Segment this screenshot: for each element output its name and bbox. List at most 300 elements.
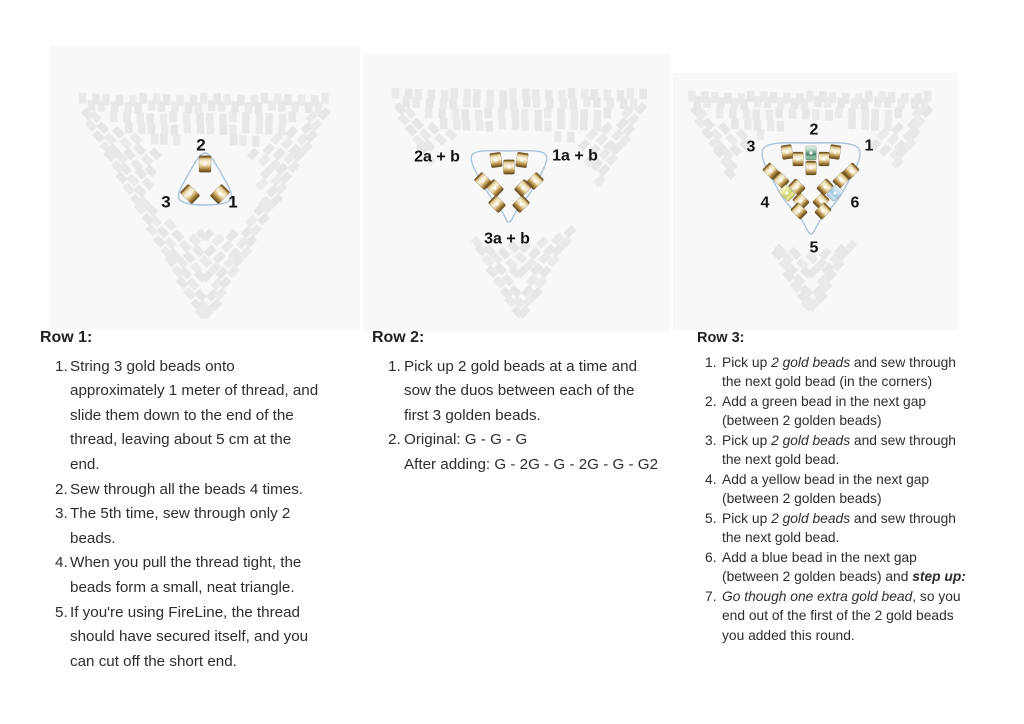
ghost-bead <box>190 95 198 106</box>
diagram-row3-triangle <box>673 73 958 332</box>
text-segment: 2 gold beads <box>771 510 851 526</box>
ghost-bead <box>570 99 578 110</box>
ghost-bead <box>626 88 634 99</box>
bead-label: 1a + b <box>552 147 598 165</box>
ghost-bead <box>924 91 932 102</box>
ghost-bead <box>311 95 319 106</box>
ghost-bead <box>581 88 589 99</box>
text-segment: should have secured itself, and you <box>70 628 309 646</box>
ghost-bead <box>743 109 751 120</box>
ghost-bead <box>484 107 492 118</box>
ghost-bead <box>891 122 904 135</box>
ghost-bead <box>221 240 234 253</box>
ghost-bead <box>192 244 205 257</box>
diagram-row1-triangle-start <box>50 45 360 330</box>
ghost-bead <box>428 90 436 101</box>
ghost-bead <box>173 135 181 146</box>
text-segment: the next gold bead. <box>722 530 840 545</box>
text-segment: Sew through all the beads 4 times. <box>70 480 304 498</box>
text-segment: Original: G - G - G <box>404 431 528 449</box>
ghost-bead <box>138 123 146 134</box>
bead-cluster <box>474 152 544 213</box>
ghost-bead <box>223 94 231 105</box>
ghost-bead <box>865 91 873 102</box>
ghost-bead <box>169 111 177 122</box>
ghost-bead <box>146 113 154 124</box>
text-segment: slide them down to the end of the <box>70 406 294 424</box>
ghost-bead <box>450 88 458 99</box>
ghost-bead <box>895 107 903 118</box>
ghost-bead <box>204 244 217 257</box>
gold-bead <box>781 144 793 159</box>
ghost-bead <box>321 93 329 104</box>
ghost-bead <box>251 95 258 106</box>
ghost-bead <box>862 109 870 120</box>
ghost-bead <box>252 136 260 147</box>
ghost-bead <box>445 128 458 141</box>
ghost-bead <box>770 92 778 103</box>
ghost-bead <box>534 110 542 121</box>
ghost-bead <box>777 121 785 132</box>
ghost-bead <box>744 119 752 130</box>
ghost-bead <box>511 109 519 120</box>
gold-bead <box>793 152 804 166</box>
ghost-bead <box>855 93 863 104</box>
ghost-bead <box>554 131 562 142</box>
ghost-bead <box>486 90 494 101</box>
instructions-row3 <box>697 329 1009 645</box>
ghost-bead <box>226 229 239 242</box>
ghost-bead <box>219 114 227 125</box>
ghost-beads <box>79 93 331 320</box>
gold-bead <box>490 152 503 168</box>
ghost-bead <box>568 88 576 99</box>
text-segment: 2 gold beads <box>771 354 851 370</box>
text-segment: and sew through <box>850 354 956 370</box>
ghost-bead <box>600 122 613 135</box>
ghost-bead <box>871 109 879 120</box>
gold-bead <box>180 184 200 204</box>
ghost-bead <box>766 110 774 121</box>
section-heading-row1: Row 1: <box>40 329 93 346</box>
ghost-bead <box>142 177 155 190</box>
bead-label: 1 <box>228 192 238 212</box>
ghost-bead <box>775 107 783 118</box>
ghost-bead <box>160 134 168 145</box>
text-segment: (between 2 golden beads) <box>722 413 882 428</box>
ghost-bead <box>829 92 837 103</box>
bead-hole-dot <box>796 157 799 160</box>
gold-bead <box>504 160 515 175</box>
text-segment: The 5th time, sew through only 2 <box>70 505 291 523</box>
text-segment: end. <box>70 455 100 473</box>
ghost-bead <box>476 120 484 131</box>
ghost-bead <box>110 111 118 122</box>
ghost-bead <box>405 88 413 99</box>
instruction-item <box>40 478 364 503</box>
text-segment: Add a green bead in the next gap <box>722 393 927 409</box>
ghost-bead <box>298 95 306 106</box>
gold-bead <box>199 156 211 173</box>
ghost-bead <box>878 91 886 102</box>
ghost-bead <box>261 93 269 104</box>
ghost-bead <box>229 125 237 136</box>
ghost-bead <box>878 144 891 157</box>
instruction-item <box>372 355 674 429</box>
bead-cluster <box>762 144 859 219</box>
ghost-bead <box>255 177 268 190</box>
instruction-item <box>40 551 364 600</box>
text-segment: When you pull the thread tight, the <box>70 554 302 572</box>
text-segment: thread, leaving about 5 cm at the <box>70 431 292 449</box>
text-segment: you added this round. <box>722 627 855 643</box>
text-segment: beads. <box>70 529 116 547</box>
instruction-list-row2 <box>372 355 674 478</box>
ghost-bead <box>521 120 529 131</box>
instruction-item <box>40 601 364 675</box>
ghost-bead <box>825 110 833 121</box>
ghost-bead <box>835 107 843 118</box>
ghost-bead <box>237 95 245 106</box>
ghost-bead <box>510 99 518 110</box>
ghost-bead <box>731 118 739 129</box>
ghost-bead <box>285 126 298 139</box>
ghost-bead <box>255 123 263 134</box>
ghost-bead <box>133 143 146 156</box>
ghost-bead <box>558 90 566 101</box>
ghost-bead <box>509 88 517 99</box>
ghost-bead <box>123 112 131 123</box>
ghost-bead <box>139 93 147 104</box>
bead-label: 3 <box>161 192 171 212</box>
ghost-bead <box>265 124 273 135</box>
ghost-bead <box>242 112 250 123</box>
ghost-bead <box>153 93 161 104</box>
text-segment: (between 2 golden beads) <box>722 491 882 506</box>
instruction-item <box>697 392 1009 431</box>
ghost-bead <box>888 92 896 103</box>
ghost-bead <box>499 118 507 129</box>
ghost-bead <box>754 120 762 131</box>
ghost-bead <box>617 90 625 101</box>
ghost-bead <box>148 124 156 135</box>
ghost-bead <box>116 95 124 106</box>
ghost-bead <box>580 109 588 120</box>
text-segment: the next gold bead. <box>722 452 840 467</box>
ghost-bead <box>688 91 696 102</box>
ghost-bead <box>274 93 282 104</box>
ghost-bead <box>242 122 250 133</box>
ghost-bead <box>197 123 205 134</box>
bead-label: 2 <box>196 135 206 155</box>
bead-hole-dot <box>822 157 825 160</box>
text-segment: and sew through <box>850 510 956 526</box>
bead-label: 1 <box>864 137 874 155</box>
text-segment: Pick up 2 gold beads at a time and <box>404 357 638 375</box>
ghost-bead <box>737 93 745 104</box>
text-segment: String 3 gold beads onto <box>70 357 235 375</box>
ghost-bead <box>567 132 575 143</box>
ghost-bead <box>161 124 169 135</box>
ghost-bead <box>848 118 856 129</box>
ghost-bead <box>461 109 469 120</box>
ghost-bead <box>141 154 154 167</box>
ghost-bead <box>716 107 724 118</box>
instruction-item <box>697 509 1009 548</box>
text-segment: beads form a small, neat triangle. <box>70 578 295 596</box>
ghost-bead <box>464 88 472 99</box>
ghost-bead <box>536 236 549 249</box>
text-segment: Go though one extra gold bead <box>722 588 913 604</box>
ghost-bead <box>701 91 709 102</box>
ghost-bead <box>914 93 922 104</box>
green-bead <box>806 146 817 160</box>
gold-bead <box>829 144 841 159</box>
ghost-bead <box>901 93 909 104</box>
ghost-bead <box>184 122 192 133</box>
ghost-bead <box>557 108 565 119</box>
text-segment: sow the duos between each of the <box>404 382 635 400</box>
ghost-bead <box>279 114 287 125</box>
instruction-list-row1 <box>40 355 364 675</box>
ghost-bead <box>571 109 579 120</box>
instruction-item <box>697 470 1009 509</box>
ghost-bead <box>206 124 214 135</box>
bead-label: 2a + b <box>414 148 460 166</box>
ghost-bead <box>164 218 177 231</box>
ghost-bead <box>718 122 731 135</box>
bead-labels <box>161 136 237 212</box>
instructions-row2 <box>372 326 674 478</box>
ghost-bead <box>806 91 814 102</box>
ghost-bead <box>848 108 856 119</box>
ghost-bead <box>119 137 132 150</box>
text-segment: After adding: G - 2G - G - 2G - G - G2 <box>404 455 659 473</box>
ghost-bead <box>522 88 530 99</box>
instruction-item <box>697 587 1009 646</box>
ghost-bead <box>171 125 179 136</box>
bead-cluster <box>180 156 230 204</box>
ghost-bead <box>819 91 827 102</box>
instruction-item <box>40 502 364 551</box>
ghost-bead <box>92 93 100 104</box>
bead-label: 4 <box>760 194 770 212</box>
ghost-bead <box>160 114 168 125</box>
gold-bead <box>819 152 830 166</box>
ghost-bead <box>463 120 471 131</box>
ghost-bead <box>725 133 738 146</box>
ghost-bead <box>176 95 184 106</box>
ghost-bead <box>640 88 648 99</box>
bead-label: 3a + b <box>484 230 530 248</box>
gold-bead <box>806 161 817 175</box>
ghost-bead <box>272 148 285 161</box>
ghost-bead <box>729 108 737 119</box>
ghost-bead <box>861 119 869 130</box>
text-segment: can cut off the short end. <box>70 652 237 670</box>
text-segment: (between 2 golden beads) and <box>722 569 913 584</box>
ghost-bead <box>591 89 599 100</box>
ghost-bead <box>212 234 225 247</box>
ghost-bead <box>129 95 137 106</box>
ghost-bead <box>415 89 423 100</box>
ghost-bead <box>871 120 879 131</box>
ghost-bead <box>247 147 260 160</box>
ghost-bead <box>570 119 578 130</box>
bead-label: 2 <box>809 121 819 139</box>
instruction-list-row3 <box>697 353 1009 646</box>
ghost-bead <box>580 120 588 131</box>
ghost-bead <box>125 122 133 133</box>
ghost-bead <box>220 124 228 135</box>
ghost-bead <box>265 113 273 124</box>
section-heading-row3: Row 3: <box>697 330 745 346</box>
ghost-bead <box>256 113 264 124</box>
ghost-bead <box>230 135 238 146</box>
ghost-bead <box>452 109 460 120</box>
ghost-bead <box>183 112 191 123</box>
text-segment: Add a blue bead in the next gap <box>722 549 917 565</box>
text-segment: Add a yellow bead in the next gap <box>722 471 930 487</box>
text-segment: first 3 golden beads. <box>404 406 541 424</box>
text-segment: Pick up <box>722 510 772 526</box>
ghost-bead <box>544 107 552 118</box>
ghost-bead <box>521 109 529 120</box>
instructions-row1 <box>40 326 364 674</box>
ghost-bead <box>532 89 540 100</box>
ghost-bead <box>630 99 638 110</box>
ghost-bead <box>760 91 768 102</box>
text-segment: 2 gold beads <box>771 432 851 448</box>
ghost-bead <box>239 135 247 146</box>
ghost-bead <box>449 99 457 110</box>
ghost-bead <box>802 109 810 120</box>
ghost-bead <box>842 93 850 104</box>
ghost-bead <box>486 121 494 132</box>
text-segment: , so you <box>912 588 961 604</box>
ghost-bead <box>475 110 483 121</box>
ghost-bead <box>473 89 481 100</box>
ghost-bead <box>796 93 804 104</box>
instruction-item <box>697 353 1009 392</box>
ghost-bead <box>149 147 162 160</box>
ghost-bead <box>440 118 448 129</box>
ghost-bead <box>535 120 543 131</box>
bead-label: 5 <box>809 239 819 257</box>
ghost-bead <box>528 247 541 260</box>
ghost-bead <box>163 94 171 105</box>
ghost-bead <box>199 255 212 268</box>
ghost-bead <box>112 126 125 139</box>
ghost-bead <box>453 119 461 130</box>
ghost-bead <box>557 118 565 129</box>
ghost-bead <box>438 108 446 119</box>
ghost-bead <box>544 121 552 132</box>
bead-labels <box>747 122 874 257</box>
ghost-bead <box>701 127 714 140</box>
ghost-bead <box>392 88 400 99</box>
gold-bead <box>516 152 529 168</box>
ghost-bead <box>213 93 221 104</box>
ghost-bead <box>79 93 87 104</box>
ghost-bead <box>885 110 893 121</box>
ghost-bead <box>593 174 606 187</box>
ghost-bead <box>441 90 449 101</box>
ghost-bead <box>512 119 520 130</box>
ghost-bead <box>289 111 297 122</box>
ghost-bead <box>284 94 292 105</box>
text-segment: approximately 1 meter of thread, and <box>70 382 319 400</box>
ghost-bead <box>262 143 275 156</box>
text-segment: and sew through <box>850 432 956 448</box>
ghost-bead <box>812 109 820 120</box>
instruction-item <box>40 355 364 478</box>
ghost-bead <box>724 93 732 104</box>
ghost-bead <box>783 93 791 104</box>
ghost-bead <box>258 154 271 167</box>
ghost-bead <box>747 91 755 102</box>
bead-label: 6 <box>850 194 860 212</box>
ghost-bead <box>229 111 237 122</box>
ghost-bead <box>427 122 440 135</box>
text-segment: Pick up <box>722 354 772 370</box>
ghost-bead <box>752 109 760 120</box>
ghost-bead <box>594 110 602 121</box>
ghost-bead <box>604 90 612 101</box>
ghost-bead <box>213 251 226 264</box>
bead-label: 3 <box>746 138 756 156</box>
ghost-bead <box>130 132 143 145</box>
ghost-bead <box>434 133 447 146</box>
text-segment: step up: <box>912 569 966 584</box>
ghost-bead <box>564 225 577 238</box>
ghost-bead <box>694 116 707 129</box>
ghost-bead <box>425 107 433 118</box>
ghost-bead <box>137 113 145 124</box>
bead-hole-dot <box>809 166 812 169</box>
ghost-bead <box>711 92 719 103</box>
instruction-item <box>697 548 1009 587</box>
ghost-bead <box>545 90 553 101</box>
ghost-bead <box>102 94 110 105</box>
ghost-bead <box>789 108 797 119</box>
ghost-bead <box>206 113 214 124</box>
bead-hole-dot <box>809 151 812 154</box>
section-heading-row2: Row 2: <box>372 329 425 346</box>
bead-hole-dot <box>507 165 510 168</box>
ghost-bead <box>200 93 208 104</box>
text-segment: end out of the first of the 2 gold beads <box>722 608 954 623</box>
ghost-bead <box>767 120 775 131</box>
ghost-bead <box>499 90 507 101</box>
text-segment: the next gold bead (in the corners) <box>722 374 933 389</box>
gold-bead <box>210 184 230 204</box>
ghost-bead <box>179 240 192 253</box>
diagram-row2-triangle <box>363 53 670 340</box>
ghost-bead <box>514 251 527 264</box>
ghost-bead <box>819 247 832 260</box>
text-segment: Pick up <box>722 432 772 448</box>
instruction-item <box>697 431 1009 470</box>
ghost-bead <box>757 129 765 140</box>
ghost-bead <box>196 113 204 124</box>
instruction-item <box>372 428 674 477</box>
text-segment: If you're using FireLine, the thread <box>70 603 301 621</box>
ghost-bead <box>171 229 184 242</box>
ghost-bead <box>498 108 506 119</box>
ghost-bead <box>144 164 157 177</box>
bead-hole-dot <box>203 162 206 165</box>
